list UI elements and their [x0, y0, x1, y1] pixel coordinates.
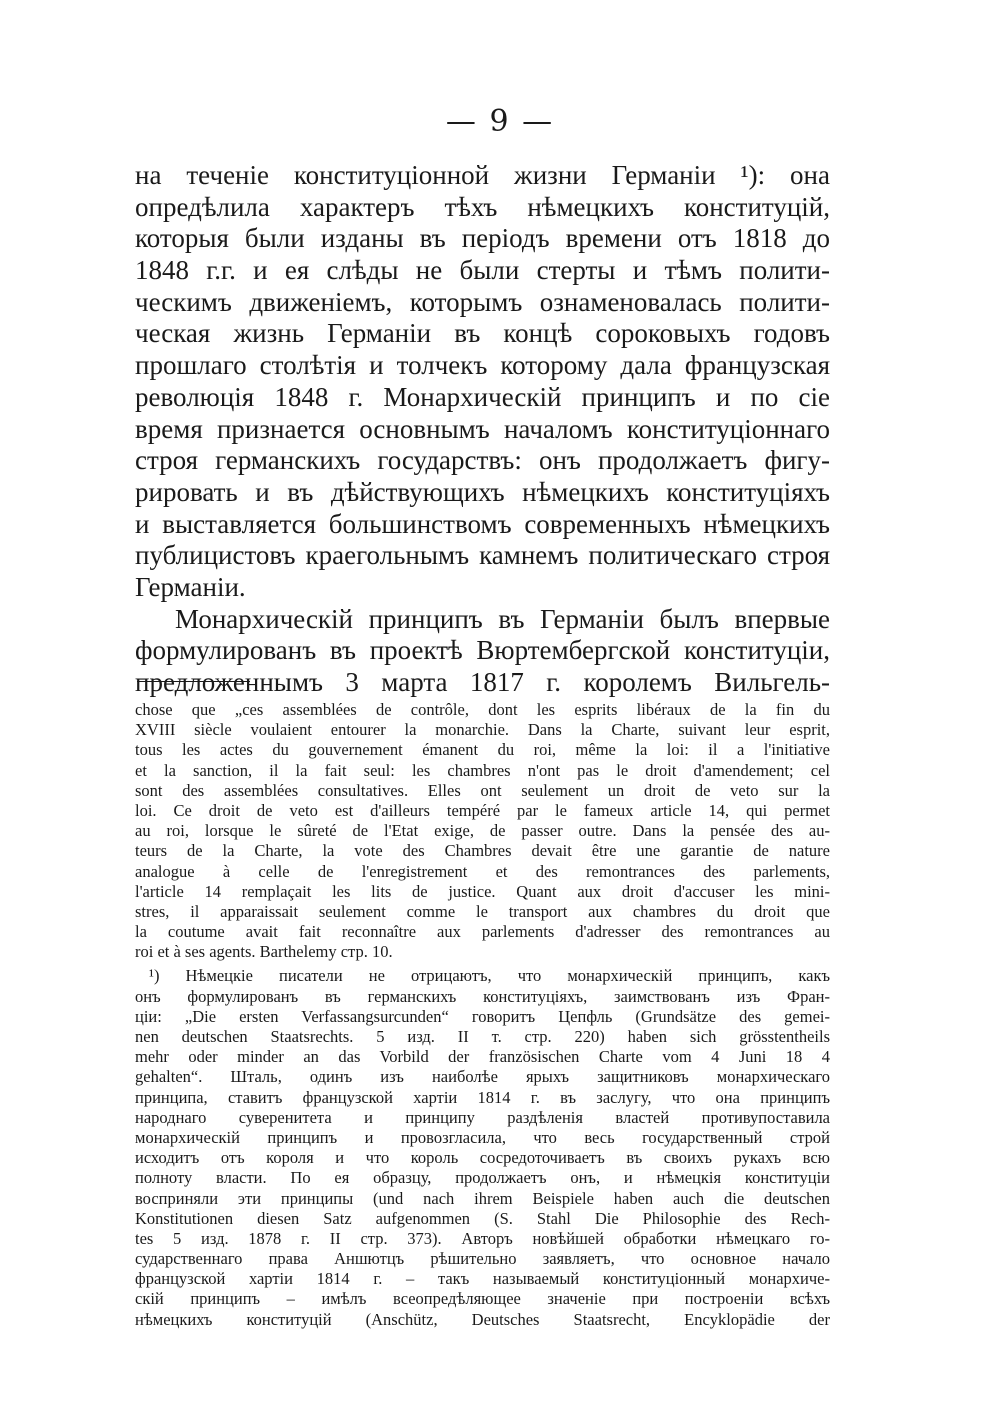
- footnote-line: ціи: „Die ersten Verfassangsurcunden“ говоритъ Цепфль (Grundsätze des gemei-: [135, 1006, 830, 1026]
- footnote-divider: [137, 681, 250, 682]
- footnote-line: stres, il apparaissait seulement comme le transport aux chambres du droit que: [135, 901, 830, 921]
- footnote-line: монархическій принципъ и провозгласила, что весь государственный строй: [135, 1127, 830, 1147]
- footnote-line: ¹) Нѣмецкіе писатели не отрицаютъ, что монархическій принципъ, какъ: [149, 966, 830, 986]
- footnote-1: [135, 966, 830, 1329]
- main-line: Монархическій принципъ въ Германіи былъ впервые: [175, 603, 830, 634]
- footnote-line: Konstitutionen diesen Satz aufgenommen (S. Stahl Die Philosophie des Rech-: [135, 1208, 830, 1228]
- main-line: революція 1848 г. Монархическій принципъ и по сіе: [135, 381, 830, 412]
- footnote-line: mehr oder minder an das Vorbild der französischen Charte vom 4 Juni 18 4: [135, 1047, 830, 1067]
- footnote-line: analogue à celle de l'enregistrement et des remontrances des parlements,: [135, 861, 830, 881]
- footnote-line: исходитъ отъ короля и что король сосредоточиваетъ въ своихъ рукахъ всю: [135, 1148, 830, 1168]
- footnote-line: teurs de la Charte, la vote des Chambres devait être une garantie de nature: [135, 841, 830, 861]
- footnote-line: gehalten“. Шталь, одинъ изъ наиболѣе ярыхъ защитниковъ монархическаго: [135, 1067, 830, 1087]
- main-line: 1848 г.г. и ея слѣды не были стерты и тѣмъ полити-: [135, 255, 830, 286]
- footnote-line: au roi, lorsque le sûreté de l'Etat exige, de passer outre. Dans la pensée des au-: [135, 821, 830, 841]
- footnote-line: французской хартіи 1814 г. – такъ называемый конституціонный монархиче-: [135, 1269, 830, 1289]
- footnote-line: tes 5 изд. 1878 г. II стр. 373). Авторъ новѣйшей обработки нѣмецкаго го-: [135, 1228, 830, 1248]
- footnote-line: loi. Ce droit de veto est d'ailleurs tempéré par le fameux article 14, qui permet: [135, 800, 830, 820]
- footnote-line: et la sanction, il la fait seul: les chambres n'ont pas le droit d'amendement; cel: [135, 760, 830, 780]
- page-number: — 9 —: [445, 104, 555, 139]
- footnote-line: скій принципъ – имѣлъ всеопредѣляющее значеніе при построеніи всѣхъ: [135, 1289, 830, 1309]
- footnote-line: tous les actes du gouvernement émanent du roi, même la loi: il a l'initiative: [135, 740, 830, 760]
- main-line: рировать и въ дѣйствующихъ нѣмецкихъ конституціяхъ: [135, 476, 830, 507]
- footnote-line: roi et à ses agents. Barthelemy стр. 10.: [135, 942, 393, 962]
- main-line: строя германскихъ государствъ: онъ продолжаетъ фигу-: [135, 445, 830, 476]
- footnote-line: XVIII siècle voulaient entourer la monarchie. Dans la Charte, suivant leur esprit,: [135, 720, 830, 740]
- footnote-line: sont des assemblées consultatives. Elles ont seulement un droit de veto sur la: [135, 780, 830, 800]
- footnote-line: народнаго суверенитета и принципу раздѣленія властей противупоставила: [135, 1107, 830, 1127]
- footnote-line: l'article 14 remplaçait les lits de justice. Quant aux droit d'accuser les mini-: [135, 881, 830, 901]
- main-line: Германіи.: [135, 571, 246, 602]
- footnote-line: сударственнаго права Аншютцъ рѣшительно заявляетъ, что основное начало: [135, 1249, 830, 1269]
- main-text: [135, 160, 830, 699]
- footnote-line: la coutume avait fait reconnaître aux parlements d'adresser des remontrances au: [135, 922, 830, 942]
- main-line: ческая жизнь Германіи въ концѣ сороковыхъ годовъ: [135, 318, 830, 349]
- main-line: предложеннымъ 3 марта 1817 г. королемъ Вильгель-: [135, 667, 830, 697]
- main-line: ческимъ движеніемъ, которымъ ознаменовалась полити-: [135, 286, 830, 317]
- footnote-line: восприняли эти принципы (und nach ihrem Beispiele haben auch die deutschen: [135, 1188, 830, 1208]
- main-line: и выставляется большинствомъ современныхъ нѣмецкихъ: [135, 508, 830, 539]
- main-line: формулированъ въ проектѣ Вюртембергской конституціи,: [135, 635, 830, 666]
- footnote-line: нѣмецкихъ конституцій (Anschütz, Deutsches Staatsrecht, Encyklopädie der: [135, 1309, 830, 1329]
- main-line: опредѣлила характеръ тѣхъ нѣмецкихъ конституцій,: [135, 191, 830, 222]
- main-line: время признается основнымъ началомъ конституціоннаго: [135, 413, 830, 444]
- footnote-line: принципа, ставитъ французской хартіи 1814 г. въ заслугу, что она принципъ: [135, 1087, 830, 1107]
- main-line: на теченіе конституціонной жизни Германіи ¹): она: [135, 160, 830, 190]
- footnote-line: полноту власти. По ея образцу, продолжаетъ онъ, и нѣмецкія конституціи: [135, 1168, 830, 1188]
- main-line: которыя были изданы въ періодъ времени отъ 1818 до: [135, 223, 830, 254]
- footnote-line: онъ формулированъ въ германскихъ конституціяхъ, заимствованъ изъ Фран-: [135, 986, 830, 1006]
- footnote-line: chose que „ces assemblées de contrôle, dont les esprits libéraux de la fin du: [135, 700, 830, 719]
- main-line: прошлаго столѣтія и толчекъ которому дала французская: [135, 350, 830, 381]
- main-line: публицистовъ краегольнымъ камнемъ политическаго строя: [135, 540, 830, 571]
- footnotes: [135, 700, 830, 1330]
- footnote-continued: [135, 700, 830, 962]
- footnote-line: nen deutschen Staatsrechts. 5 изд. II т. стр. 220) haben sich grösstentheils: [135, 1027, 830, 1046]
